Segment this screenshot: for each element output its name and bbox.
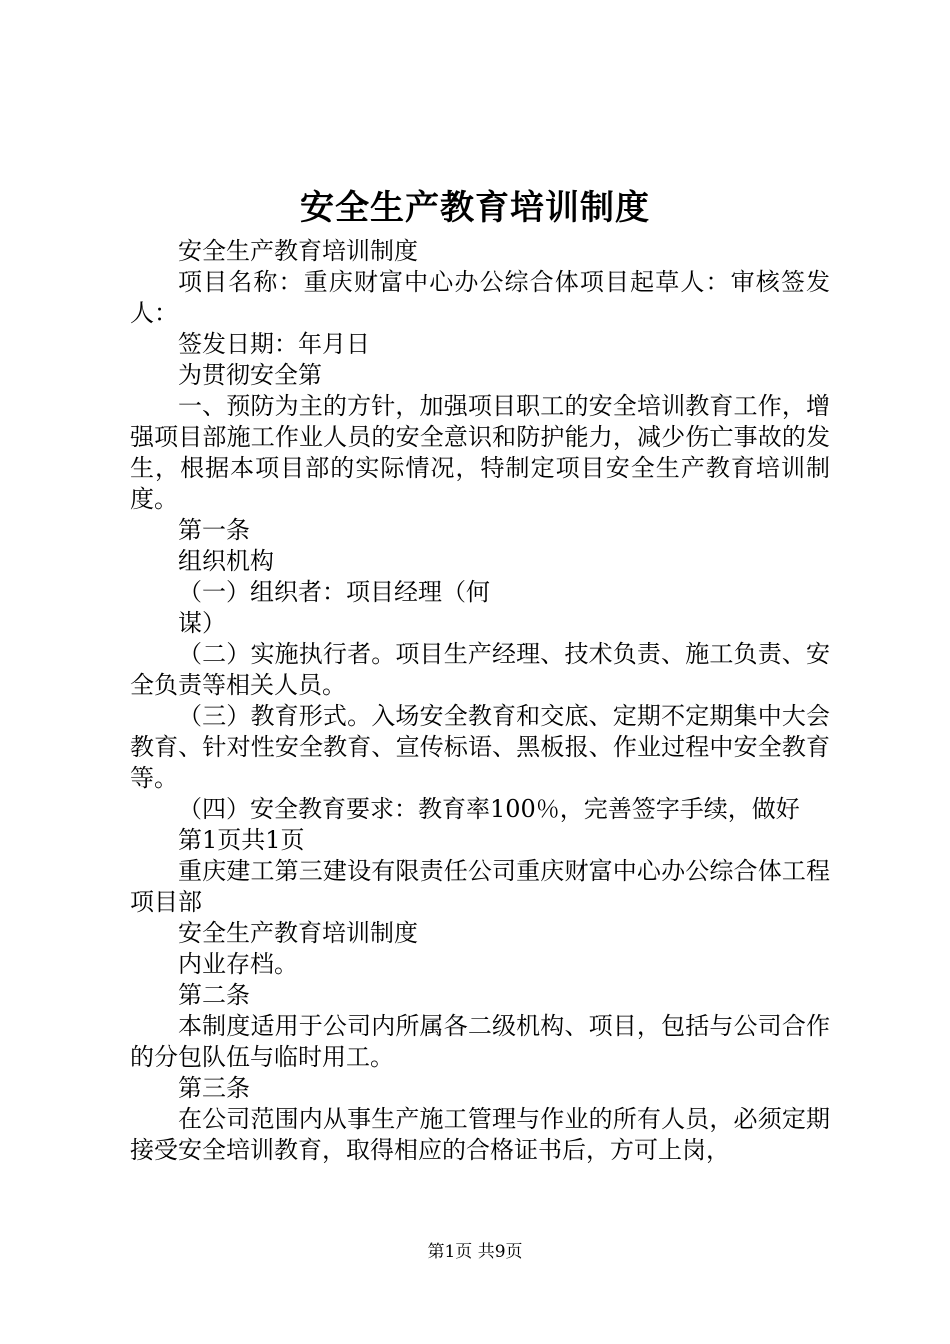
paragraph-subtitle: 安全生产教育培训制度	[178, 237, 418, 265]
paragraph-article-3: 第三条	[178, 1074, 250, 1102]
paragraph-company: 重庆建工第三建设有限责任公司重庆财富中心办公综合体工程项目部	[130, 857, 830, 916]
paragraph-organizer: （一）组织者：项目经理（何	[178, 578, 490, 606]
paragraph-project-name: 项目名称：重庆财富中心办公综合体项目起草人：审核签发人：	[130, 268, 830, 327]
paragraph-training-requirement: 在公司范围内从事生产施工管理与作业的所有人员，必须定期接受安全培训教育，取得相应的合格证书后，方可上岗，	[130, 1105, 830, 1164]
paragraph-article-2: 第二条	[178, 981, 250, 1009]
paragraph-scope: 本制度适用于公司内所属各二级机构、项目，包括与公司合作的分包队伍与临时用工。	[130, 1012, 830, 1071]
document-body	[130, 236, 830, 1166]
paragraph-subtitle-repeat: 安全生产教育培训制度	[178, 919, 418, 947]
paragraph-education-requirements: （四）安全教育要求：教育率100％，完善签字手续，做好	[178, 795, 800, 823]
document-title: 安全生产教育培训制度	[300, 188, 650, 228]
paragraph-organization: 组织机构	[178, 547, 274, 575]
paragraph-organizer-cont: 谋）	[178, 609, 226, 637]
paragraph-education-forms: （三）教育形式。入场安全教育和交底、定期不定期集中大会教育、针对性安全教育、宣传标语、黑板报、作业过程中安全教育等。	[130, 702, 830, 792]
paragraph-policy: 一、预防为主的方针，加强项目职工的安全培训教育工作，增强项目部施工作业人员的安全意识和防护能力，减少伤亡事故的发生，根据本项目部的实际情况，特制定项目安全生产教育培训制度。	[130, 392, 830, 513]
paragraph-issue-date: 签发日期：年月日	[178, 330, 370, 358]
paragraph-article-1: 第一条	[178, 516, 250, 544]
page-footer: 第1页 共9页	[427, 1242, 523, 1262]
paragraph-page-note: 第1页共1页	[178, 826, 305, 854]
paragraph-archive: 内业存档。	[178, 950, 298, 978]
paragraph-executors: （二）实施执行者。项目生产经理、技术负责、施工负责、安全负责等相关人员。	[130, 640, 830, 699]
paragraph-intro: 为贯彻安全第	[178, 361, 322, 389]
